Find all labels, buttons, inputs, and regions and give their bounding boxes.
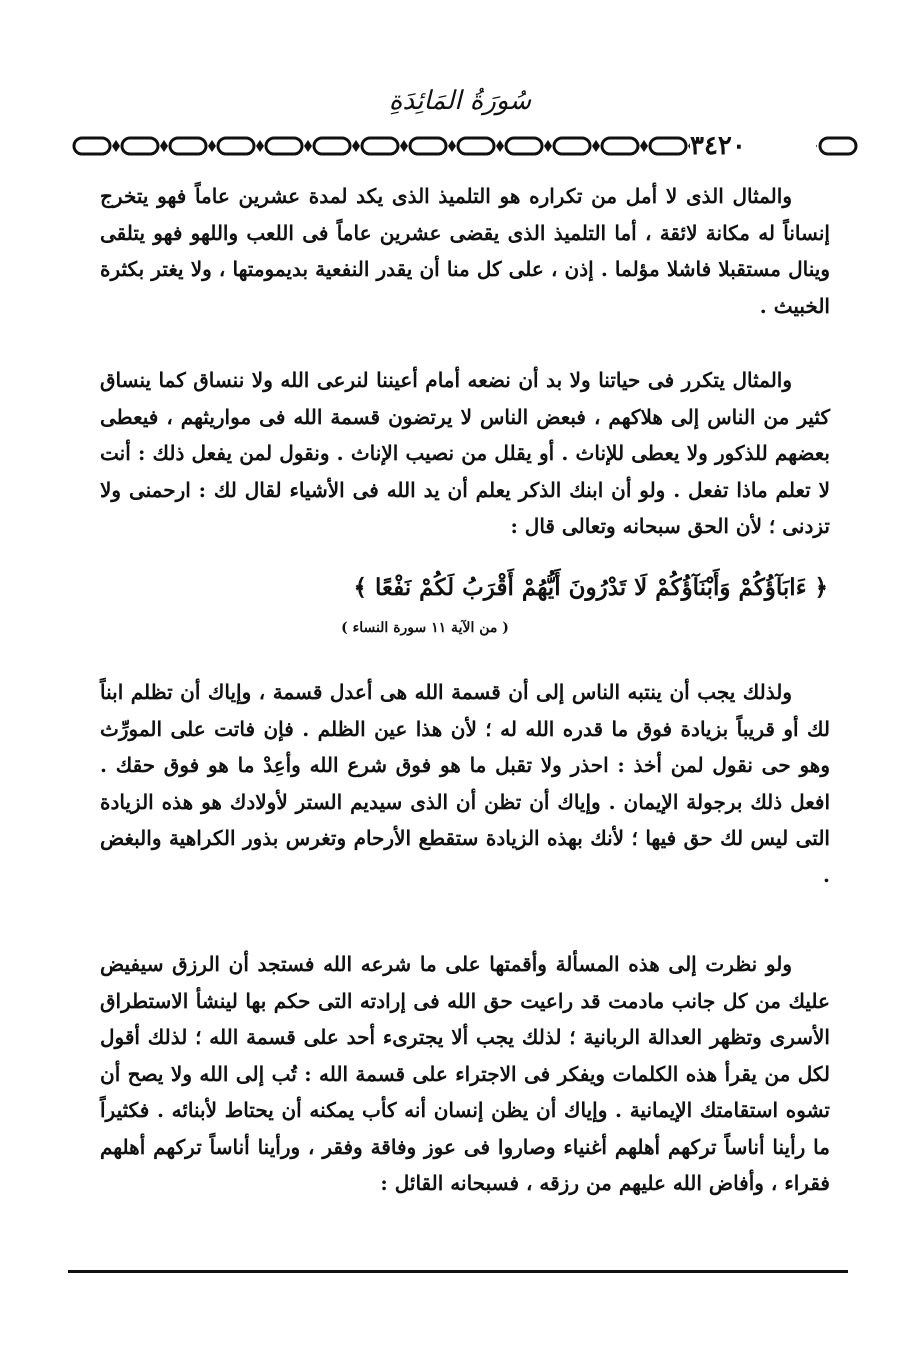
page-number: ٣٤٢٠ [690, 130, 816, 162]
paragraph-3 [100, 674, 830, 893]
bottom-divider [68, 1270, 848, 1273]
paragraph-2 [100, 362, 830, 545]
paragraph-4 [100, 946, 830, 1202]
verse-reference: ( من الآية ١١ سورة النساء ) [341, 620, 509, 636]
paragraph-text: ولو نظرت إلى هذه المسألة وأقمتها على ما شرعه الله فستجد أن الرزق سيفيض عليك من كل جانب مادمت قد راعيت حق الله فى إرادته التى حكم بها لينشأ الاستطراق الأسرى وتظهر العدالة الربانية ؛ لذلك يجب ألا يجترىء أحد على قسمة الله ؛ لذلك أقول لكل من يقرأ هذه الكلمات ويفكر فى الاجتراء على قسمة الله : تُب إلى الله ولا يصح أن تشوه استقامتك الإيمانية . وإياك أن يظن إنسان أنه كأب يمكنه أن يحتاط لأبنائه . فكثيراً ما رأينا أناساً تركهم أهلهم أغنياء وصاروا فى عوز وفاقة وفقر ، ورأينا أناساً تركهم أهلهم فقراء ، وأفاض الله عليهم من رزقه ، فسبحانه القائل : [100, 952, 830, 1195]
quran-verse: ﴿ ءَابَآؤُكُمْ وَأَبْنَآؤُكُمْ لَا تَدْرُونَ أَيُّهُمْ أَقْرَبُ لَكُمْ نَفْعًا ﴾ [353, 574, 828, 601]
paragraph-text: والمثال يتكرر فى حياتنا ولا بد أن نضعه أمام أعيننا لنرعى الله ولا ننساق كما ينساق كثير من الناس إلى هلاكهم ، فبعض الناس لا يرتضون قسمة الله فى مواريثهم ، فيعطى بعضهم للذكور ولا يعطى للإناث . أو يقلل من نصيب الإناث . ونقول لمن يفعل ذلك : أنت لا تعلم ماذا تفعل . ولو أن ابنك الذكر يعلم أن يد الله فى الأشياء لقال لك : ارحمنى ولا تزدنى ؛ لأن الحق سبحانه وتعالى قال : [100, 368, 830, 538]
paragraph-text: والمثال الذى لا أمل من تكراره هو التلميذ الذى يكد لمدة عشرين عاماً فهو يتخرج إنساناً له مكانة لائقة ، أما التلميذ الذى يقضى عشرين عاماً فى اللعب واللهو فهو يتلقى وينال مستقبلا فاشلا مؤلما . إذن ، على كل منا أن يقدر النفعية بديمومتها ، ولا يغتر بكثرة الخبيث . [100, 184, 830, 318]
decorative-border [72, 130, 860, 162]
paragraph-1 [100, 178, 830, 324]
paragraph-text: ولذلك يجب أن ينتبه الناس إلى أن قسمة الله هى أعدل قسمة ، وإياك أن تظلم ابناً لك أو قريباً بزيادة فوق ما قدره الله له ؛ لأن هذا عين الظلم . فإن فاتت على المورِّث وهو حى نقول لمن أخذ : احذر ولا تقبل ما هو فوق شرع الله وأعِدْ ما هو فوق حقك . افعل ذلك برجولة الإيمان . وإياك أن تظن أن الذى سيديم الستر لأولادك هو هذه الزيادة التى ليس لك حق فيها ؛ لأنك بهذه الزيادة ستقطع الأرحام وتغرس بذور الكراهية والبغض . [100, 680, 830, 887]
surah-title: سُورَةُ المَائِدَةِ [388, 86, 532, 116]
